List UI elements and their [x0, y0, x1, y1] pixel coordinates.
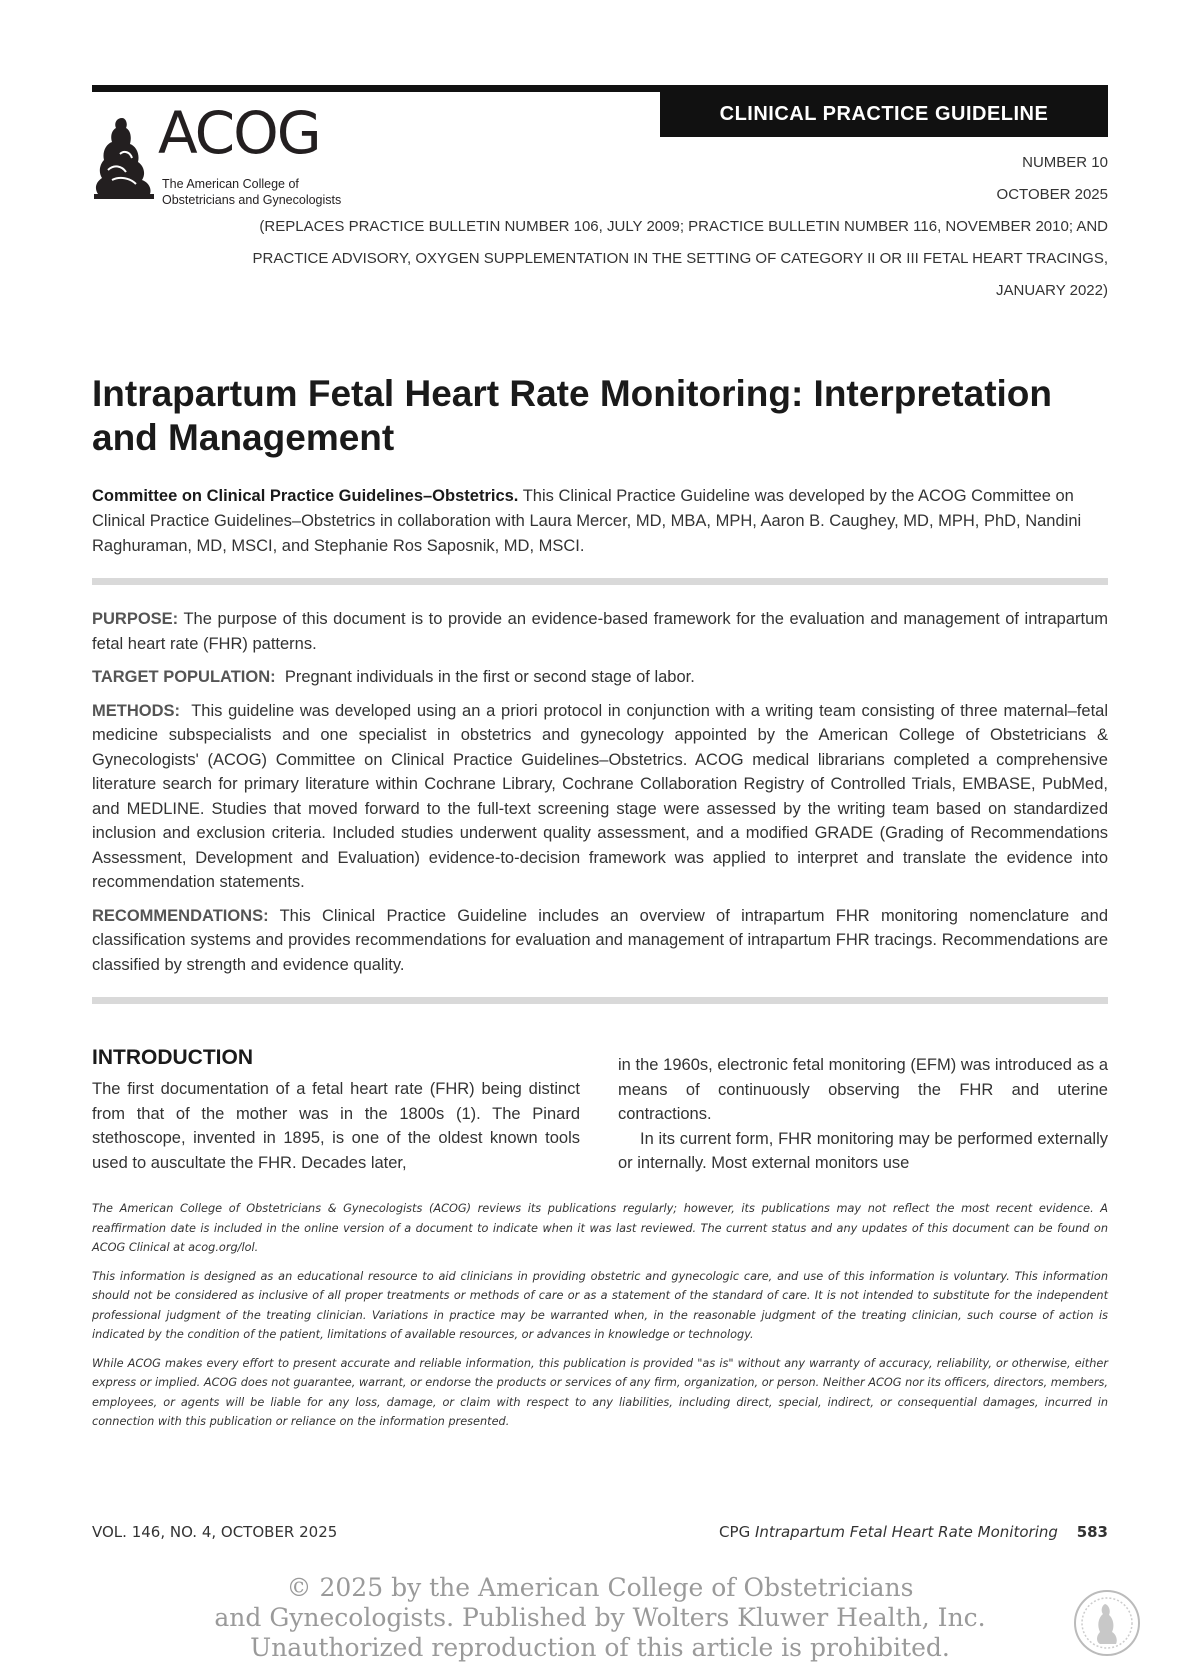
- introduction-heading: INTRODUCTION: [92, 1046, 253, 1069]
- footer-volume: VOL. 146, NO. 4, OCTOBER 2025: [92, 1523, 338, 1541]
- target-text: Pregnant individuals in the first or second stage of labor.: [284, 668, 695, 686]
- committee-statement: [92, 484, 1108, 559]
- footer-running-head: [719, 1523, 1108, 1541]
- footnote-educational-resource: This information is designed as an educational resource to aid clinicians in providing obstetric and gynecologic care, and use of this information is voluntary. This information should not be considered as inclusive of all proper treatments or methods of care or as a statement of the standard of care. It is not intended to substitute for the independent professional judgment of the treating clinician. Variations in practice may be warranted when, in the reasonable judgment of the treating clinician, such course of action is indicated by the condition of the patient, limitations of available resources, or advances in knowledge or technology.: [92, 1269, 1108, 1341]
- document-title: Intrapartum Fetal Heart Rate Monitoring: Interpretation and Management: [92, 373, 1053, 458]
- guideline-date: OCTOBER 2025: [996, 186, 1108, 203]
- introduction-right-column: [618, 1053, 1108, 1176]
- recommendations-text: This Clinical Practice Guideline includes an overview of intrapartum FHR monitoring nomenclature and classification systems and provides recommendations for evaluation and management of intrapartum FHR tracings. Recommendations are classified by strength and evidence quality.: [92, 906, 1108, 974]
- acog-emblem-icon: [92, 114, 156, 200]
- copyright-line-2: and Gynecologists. Published by Wolters Kluwer Health, Inc.: [214, 1603, 986, 1632]
- logo-wordmark: ACOG: [158, 99, 320, 167]
- acog-seal-icon: [1072, 1588, 1142, 1658]
- footnote-liability: While ACOG makes every effort to present accurate and reliable information, this publication is provided "as is" without any warranty of accuracy, reliability, or otherwise, either express or implied. ACOG does not guarantee, warrant, or endorse the products or services of any firm, organization, or person. Neither ACOG nor its officers, directors, members, employees, or agents will be liable for any loss, damage, or claim with respect to any liabilities, including direct, special, indirect, or consequential damages, incurred in connection with this publication or reliance on the information presented.: [92, 1356, 1108, 1428]
- copyright-line-3: Unauthorized reproduction of this article is prohibited.: [250, 1633, 950, 1662]
- methods-text: This guideline was developed using an a priori protocol in conjunction with a writing team consisting of three maternal–fetal medicine subspecialists and one specialist in obstetrics and gynecology appointed by the American College of Obstetricians & Gynecologists' (ACOG) Committee on Clinical Practice Guidelines–Obstetrics. ACOG medical librarians completed a comprehensive literature search for primary literature within Cochrane Library, Cochrane Collaboration Registry of Controlled Trials, EMBASE, PubMed, and MEDLINE. Studies that moved forward to the full-text screening stage were assessed by the writing team based on standardized inclusion and exclusion criteria. Included studies underwent quality assessment, and a modified GRADE (Grading of Recommendations Assessment, Development and Evaluation) evidence-to-decision framework was applied to interpret and translate the evidence into recommendation statements.: [92, 701, 1108, 891]
- top-rule: [92, 85, 1108, 92]
- disclaimer-footnotes: [92, 1199, 1108, 1441]
- introduction-paragraph-2: In its current form, FHR monitoring may be performed externally or internally. Most external monitors use: [618, 1129, 1108, 1172]
- document-type-banner: CLINICAL PRACTICE GUIDELINE: [660, 92, 1108, 137]
- target-paragraph: [92, 665, 1108, 690]
- target-label: TARGET POPULATION:: [92, 668, 276, 686]
- logo-subtitle-line-1: The American College of: [162, 177, 299, 191]
- replaces-line-3: JANUARY 2022): [995, 282, 1108, 299]
- purpose-label: PURPOSE:: [92, 610, 179, 628]
- logo-subtitle-line-2: Obstetricians and Gynecologists: [162, 193, 342, 207]
- introduction-left-column: [92, 1077, 580, 1175]
- methods-paragraph: [92, 699, 1108, 895]
- purpose-text: The purpose of this document is to provide an evidence-based framework for the evaluation and management of intrapartum fetal heart rate (FHR) patterns.: [92, 610, 1108, 653]
- purpose-paragraph: [92, 607, 1108, 656]
- methods-label: METHODS:: [92, 701, 180, 720]
- guideline-number: NUMBER 10: [1022, 154, 1108, 171]
- introduction-paragraph-1: The first documentation of a fetal heart rate (FHR) being distinct from that of the mother was in the 1800s (1). The Pinard stethoscope, invented in 1895, is one of the oldest known tools used to auscultate the FHR. Decades later,: [92, 1080, 580, 1172]
- committee-name: Committee on Clinical Practice Guidelines–Obstetrics.: [92, 487, 519, 505]
- copyright-line-1: © 2025 by the American College of Obstetricians: [286, 1573, 914, 1602]
- abstract-bottom-rule: [92, 997, 1108, 1004]
- acog-logo: [92, 99, 372, 212]
- copyright-notice: [0, 1573, 1200, 1663]
- recommendations-paragraph: [92, 904, 1108, 978]
- page-number: 583: [1076, 1523, 1108, 1541]
- introduction-paragraph-1-cont: in the 1960s, electronic fetal monitoring (EFM) was introduced as a means of continuously observing the FHR and uterine contractions.: [618, 1056, 1108, 1123]
- replaces-line-2: PRACTICE ADVISORY, OXYGEN SUPPLEMENTATION IN THE SETTING OF CATEGORY II OR III FETAL HEART TRACINGS,: [252, 250, 1108, 267]
- footer-running-title: Intrapartum Fetal Heart Rate Monitoring: [754, 1523, 1058, 1541]
- footer-cpg: CPG: [719, 1523, 751, 1541]
- abstract-top-rule: [92, 578, 1108, 585]
- replaces-line-1: (REPLACES PRACTICE BULLETIN NUMBER 106, JULY 2009; PRACTICE BULLETIN NUMBER 116, NOVEMBER 2010; AND: [259, 218, 1108, 235]
- recommendations-label: RECOMMENDATIONS:: [92, 906, 269, 925]
- footnote-reaffirmation: The American College of Obstetricians & Gynecologists (ACOG) reviews its publications regularly; however, its publications may not reflect the most recent evidence. A reaffirmation date is included in the online version of a document to indicate when it was last reviewed. The current status and any updates of this document can be found on ACOG Clinical at acog.org/lol.: [92, 1202, 1108, 1254]
- committee-text: This Clinical Practice Guideline was developed by the ACOG Committee on Clinical Practice Guidelines–Obstetrics in collaboration with Laura Mercer, MD, MBA, MPH, Aaron B. Caughey, MD, MPH, PhD, Nandini Raghuraman, MD, MSCI, and Stephanie Ros Saposnik, MD, MSCI.: [92, 487, 1082, 555]
- abstract: [92, 607, 1108, 986]
